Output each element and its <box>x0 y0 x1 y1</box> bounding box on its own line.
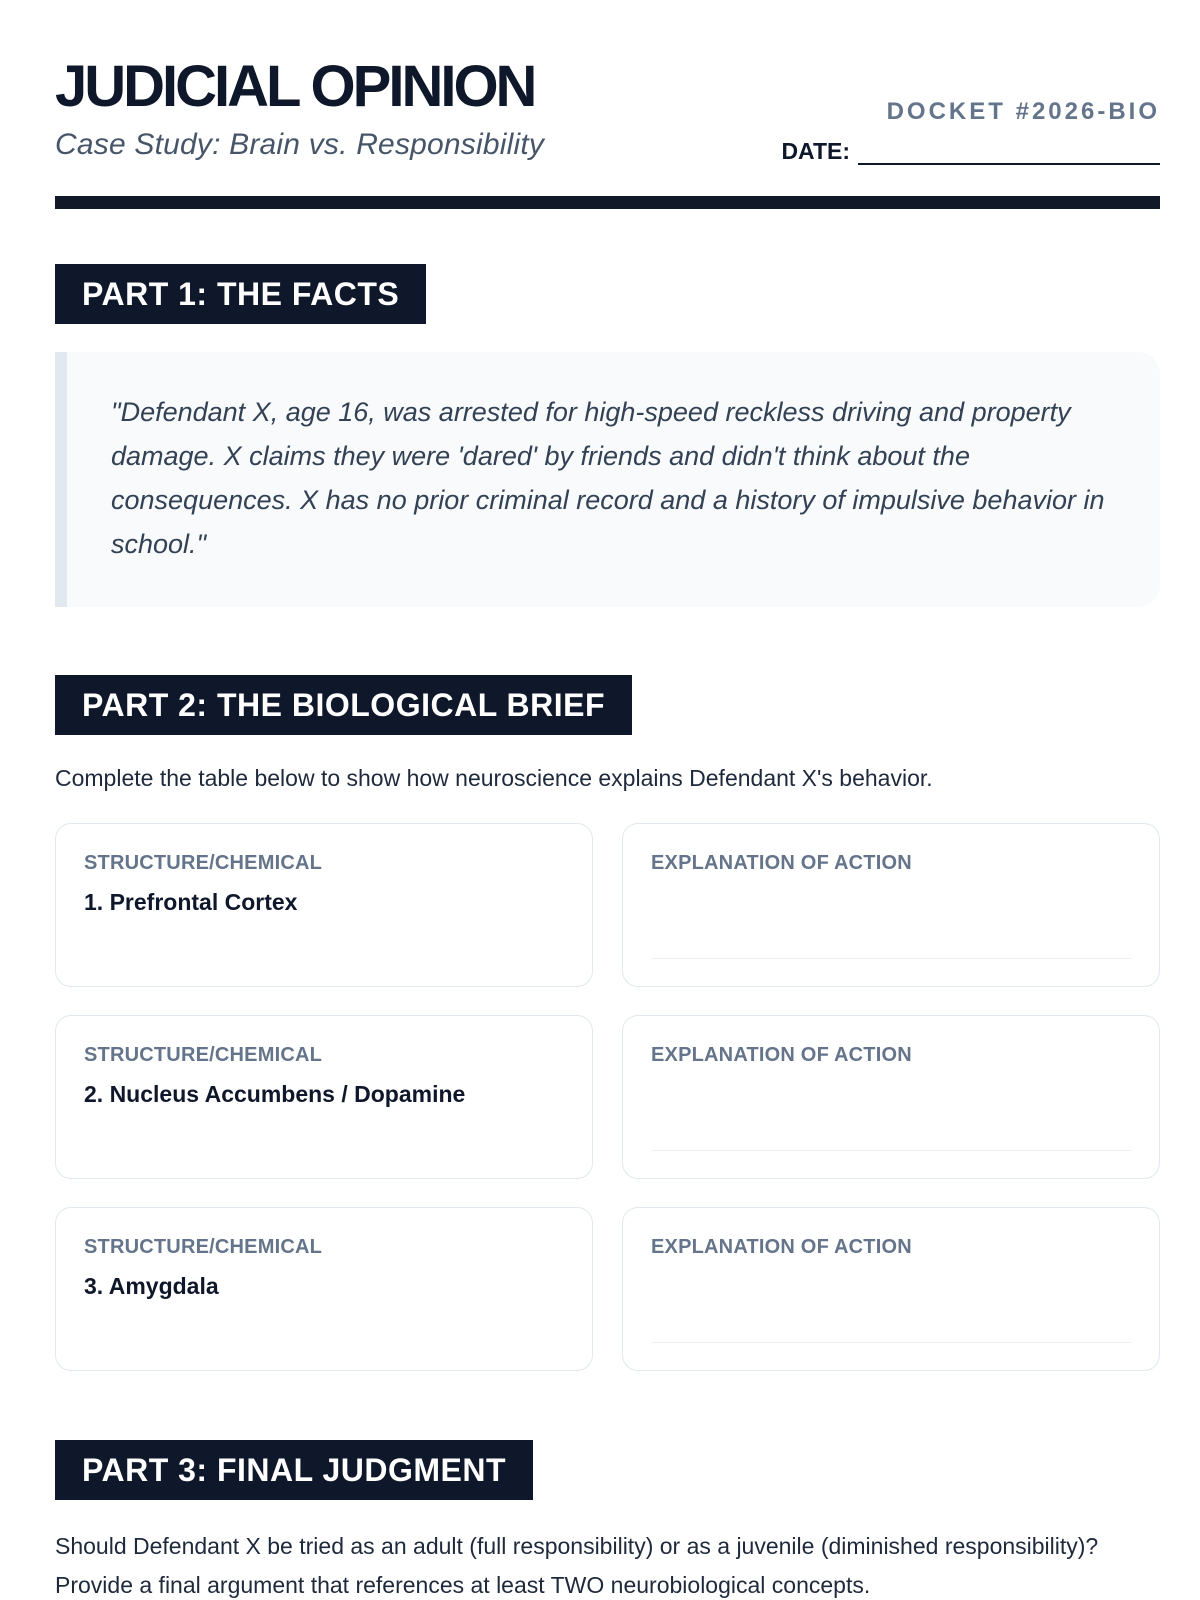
header <box>55 0 1160 210</box>
structure-name: 2. Nucleus Accumbens / Dopamine <box>84 1081 466 1107</box>
date-label: DATE: <box>781 138 850 164</box>
worksheet-page <box>55 0 1160 1598</box>
part2-instructions: Complete the table below to show how neuroscience explains Defendant X's behavior. <box>55 765 933 791</box>
answer-line[interactable] <box>651 1150 1131 1151</box>
docket-number: DOCKET #2026-BIO <box>886 98 1160 125</box>
facts-quote-box <box>55 352 1160 607</box>
structure-name: 1. Prefrontal Cortex <box>84 889 298 915</box>
part2-heading: PART 2: THE BIOLOGICAL BRIEF <box>55 675 632 735</box>
part3-instructions: Should Defendant X be tried as an adult (full responsibility) or as a juvenile (diminished responsibility)? Provide a final argument that references at least TWO neurobiological concepts. <box>55 1533 1099 1598</box>
explanation-label: EXPLANATION OF ACTION <box>651 852 912 874</box>
date-field <box>781 138 1160 165</box>
facts-quote: "Defendant X, age 16, was arrested for high-speed reckless driving and property damage. X claims they were 'dared' by friends and didn't think about the consequences. X has no prior criminal record and a history of impulsive behavior in school." <box>111 397 1105 559</box>
page-subtitle: Case Study: Brain vs. Responsibility <box>55 128 545 161</box>
answer-line[interactable] <box>651 1342 1131 1343</box>
answer-line[interactable] <box>651 958 1131 959</box>
structure-label: STRUCTURE/CHEMICAL <box>84 1044 323 1066</box>
header-divider <box>55 196 1160 209</box>
structure-card-2 <box>55 1015 593 1179</box>
explanation-card-2[interactable] <box>622 1015 1160 1179</box>
structure-card-1 <box>55 823 593 987</box>
structure-card-3 <box>55 1207 593 1371</box>
page-title: JUDICIAL OPINION <box>55 54 535 119</box>
part3-heading: PART 3: FINAL JUDGMENT <box>55 1440 533 1500</box>
explanation-label: EXPLANATION OF ACTION <box>651 1236 912 1258</box>
explanation-card-3[interactable] <box>622 1207 1160 1371</box>
part1-heading: PART 1: THE FACTS <box>55 264 426 324</box>
structure-name: 3. Amygdala <box>84 1273 219 1299</box>
explanation-card-1[interactable] <box>622 823 1160 987</box>
structure-label: STRUCTURE/CHEMICAL <box>84 852 323 874</box>
date-blank-line[interactable] <box>858 141 1160 165</box>
structure-label: STRUCTURE/CHEMICAL <box>84 1236 323 1258</box>
explanation-label: EXPLANATION OF ACTION <box>651 1044 912 1066</box>
